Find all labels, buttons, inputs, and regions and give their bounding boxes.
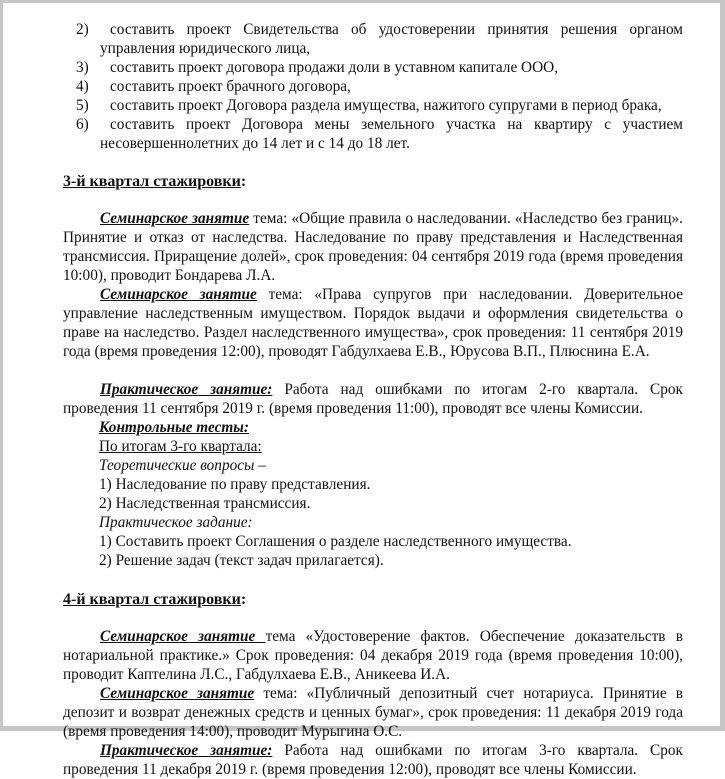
seminar-text: тема: «Права супругов при наследовании. Доверительное управление наследственным имуществом. Порядок выдачи и оформления свидетельства о праве на наследство. Раздел наследственного имущества», срок проведения: 11 сентября 2019 года (время проведения 12:00), проводят Габдулхаева Е.В., Юрусова В.П., Плюснина Е.А. xyxy=(63,286,683,360)
list-item-text: составить проект Свидетельства об удостоверении принятия решения органом управления юридического лица, xyxy=(100,21,683,57)
practical-task-label: Практическое задание: xyxy=(99,514,253,531)
list-item xyxy=(63,115,683,153)
practical-task: 1) Составить проект Соглашения о разделе наследственного имущества. xyxy=(99,533,572,550)
practice-paragraph xyxy=(63,741,683,779)
seminar-paragraph xyxy=(63,209,683,285)
section-heading-q4 xyxy=(63,590,683,609)
seminar-label: Семинарское занятие xyxy=(100,685,255,702)
seminar-text: тема: «Общие правила о наследовании. «Наследство без границ». Принятие и отказ от наследства. Наследование по праву представления и Наследственная трансмиссия. Приращение долей», срок проведения: 04 сентября 2019 года (время проведения 10:00), проводит Бондарева Л.А. xyxy=(63,210,683,284)
seminar-text: тема «Удостоверение фактов. Обеспечение доказательств в нотариальной практике.» Срок проведения: 04 декабря 2019 года (время проведения 10:00), проводит Каптелина Л.С., Габдулхаева Е.В., Аникеева И.А. xyxy=(63,628,683,683)
list-item-number: 3) xyxy=(76,59,89,76)
heading-colon: : xyxy=(240,591,247,608)
seminar-paragraph xyxy=(63,627,683,684)
section-heading-q3 xyxy=(63,172,683,191)
control-tests-subtitle: По итогам 3-го квартала: xyxy=(99,438,262,455)
theory-question: 2) Наследственная трансмиссия. xyxy=(99,495,311,512)
practice-text: Работа над ошибками по итогам 3-го квартала. Срок проведения 11 декабря 2019 г. (время проведения 12:00), проводят все члены Комиссии. xyxy=(63,742,683,778)
seminar-paragraph xyxy=(63,285,683,361)
list-item-text: составить проект договора продажи доли в уставном капитале ООО, xyxy=(110,59,559,76)
document-content xyxy=(63,20,683,779)
list-item-number: 6) xyxy=(76,116,89,133)
theory-questions-label: Теоретические вопросы – xyxy=(99,457,266,474)
control-tests-label: Контрольные тесты: xyxy=(99,419,249,436)
seminar-label: Семинарское занятие xyxy=(100,286,257,303)
list-item xyxy=(63,58,683,77)
list-item-text: составить проект Договора раздела имущества, нажитого супругами в период брака, xyxy=(110,97,662,114)
list-item xyxy=(63,96,683,115)
practice-paragraph xyxy=(63,380,683,418)
section-heading-text: 4-й квартал стажировки xyxy=(63,591,241,608)
practice-label: Практическое занятие: xyxy=(100,381,273,398)
list-item-number: 5) xyxy=(76,97,89,114)
list-item xyxy=(63,77,683,96)
heading-colon: : xyxy=(240,173,247,190)
section-heading-text: 3-й квартал стажировки xyxy=(63,173,241,190)
practice-text: Работа над ошибками по итогам 2-го квартала. Срок проведения 11 сентября 2019 г. (время проведения 11:00), проводят все члены Комиссии. xyxy=(63,381,683,417)
seminar-label: Семинарское занятие xyxy=(100,628,266,645)
theory-question: 1) Наследование по праву представления. xyxy=(99,476,371,493)
seminar-paragraph xyxy=(63,684,683,741)
seminar-label: Семинарское занятие xyxy=(100,210,250,227)
control-tests-block xyxy=(63,418,683,570)
list-item-number: 2) xyxy=(76,21,89,38)
practice-label: Практическое занятие: xyxy=(100,742,273,759)
seminar-text: тема: «Публичный депозитный счет нотариуса. Принятие в депозит и возврат денежных средств и ценных бумаг», срок проведения: 11 декабря 2019 года (время проведения 14:00), проводит Мурыгина О.С. xyxy=(63,685,683,740)
list-item-number: 4) xyxy=(76,78,89,95)
list-item-text: составить проект Договора мены земельного участка на квартиру с участием несовершеннолетних до 14 лет и с 14 до 18 лет. xyxy=(100,116,683,152)
list-item-text: составить проект брачного договора, xyxy=(110,78,351,95)
list-item xyxy=(63,20,683,58)
practical-task: 2) Решение задач (текст задач прилагается). xyxy=(99,552,384,569)
